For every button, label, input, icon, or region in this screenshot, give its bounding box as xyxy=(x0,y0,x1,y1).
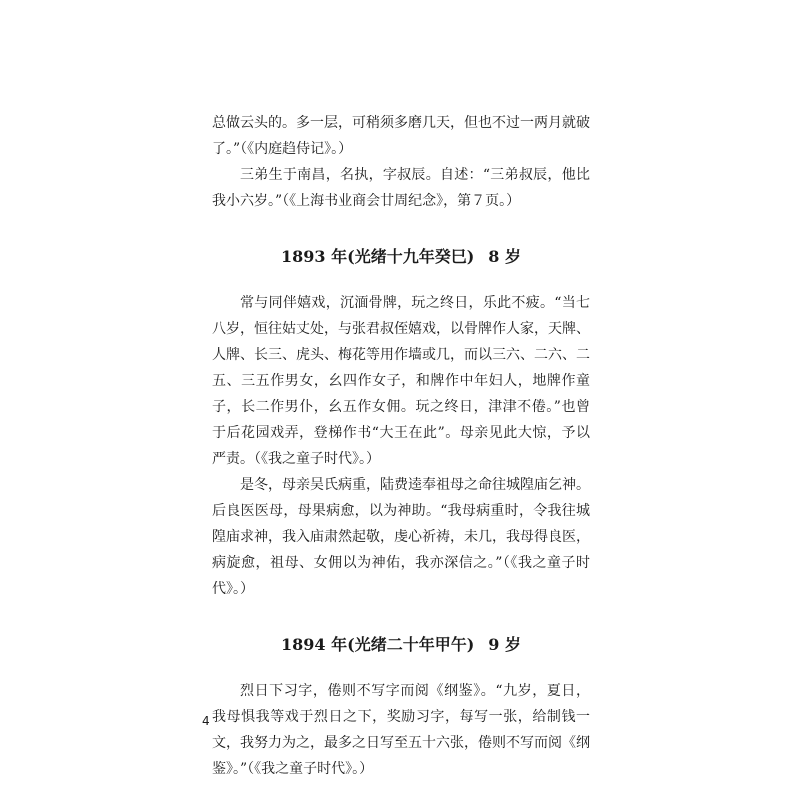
spacer xyxy=(212,658,590,678)
section-heading-1894 xyxy=(212,632,590,658)
page-number: 4 xyxy=(202,714,210,728)
section-heading-1893-age: 8 岁 xyxy=(488,247,521,266)
paragraph-1894-calligraphy: 烈日下习字，倦则不写字而阅《纲鉴》。“九岁，夏日，我母惧我等戏于烈日之下，奖励习字，每写一张，给制钱一文，我努力为之，最多之日写至五十六张，倦则不写而阅《纲鉴》。”（《我之童子时代》。） xyxy=(212,683,590,777)
section-heading-1894-year: 1894 年(光绪二十年甲午) xyxy=(281,635,475,654)
paragraph-continued: 总做云头的。多一层，可稍须多磨几天，但也不过一两月就破了。”（《内庭趋侍记》。） xyxy=(212,115,590,157)
spacer xyxy=(212,270,590,290)
spacer xyxy=(212,602,590,632)
page-body xyxy=(212,110,590,782)
section-heading-1894-age: 9 岁 xyxy=(488,635,521,654)
paragraph-1893-games: 常与同伴嬉戏，沉湎骨牌，玩之终日，乐此不疲。“当七八岁，恒往姑丈处，与张君叔侄嬉戏，以骨牌作人家，天牌、人牌、长三、虎头、梅花等用作墙或几，而以三六、二六、二五、三五作男女，幺四作女子，和牌作中年妇人，地牌作童子，长二作男仆，幺五作女佣。玩之终日，津津不倦。”也曾于后花园戏弄，登梯作书“大王在此”。母亲见此大惊，予以严责。（《我之童子时代》。） xyxy=(212,295,590,467)
section-heading-1893-year: 1893 年(光绪十九年癸巳) xyxy=(281,247,475,266)
paragraph-third-brother: 三弟生于南昌，名执，字叔辰。自述：“三弟叔辰，他比我小六岁。”（《上海书业商会廿周纪念》，第７页。） xyxy=(212,167,590,209)
section-heading-1893 xyxy=(212,244,590,270)
paragraph-1893-mother: 是冬，母亲吴氏病重，陆费逵奉祖母之命往城隍庙乞神。后良医医母，母果病愈，以为神助。“我母病重时，令我往城隍庙求神，我入庙肃然起敬，虔心祈祷，未几，我母得良医，病旋愈，祖母、女佣以为神佑，我亦深信之。”（《我之童子时代》。） xyxy=(212,477,590,597)
spacer xyxy=(212,214,590,244)
